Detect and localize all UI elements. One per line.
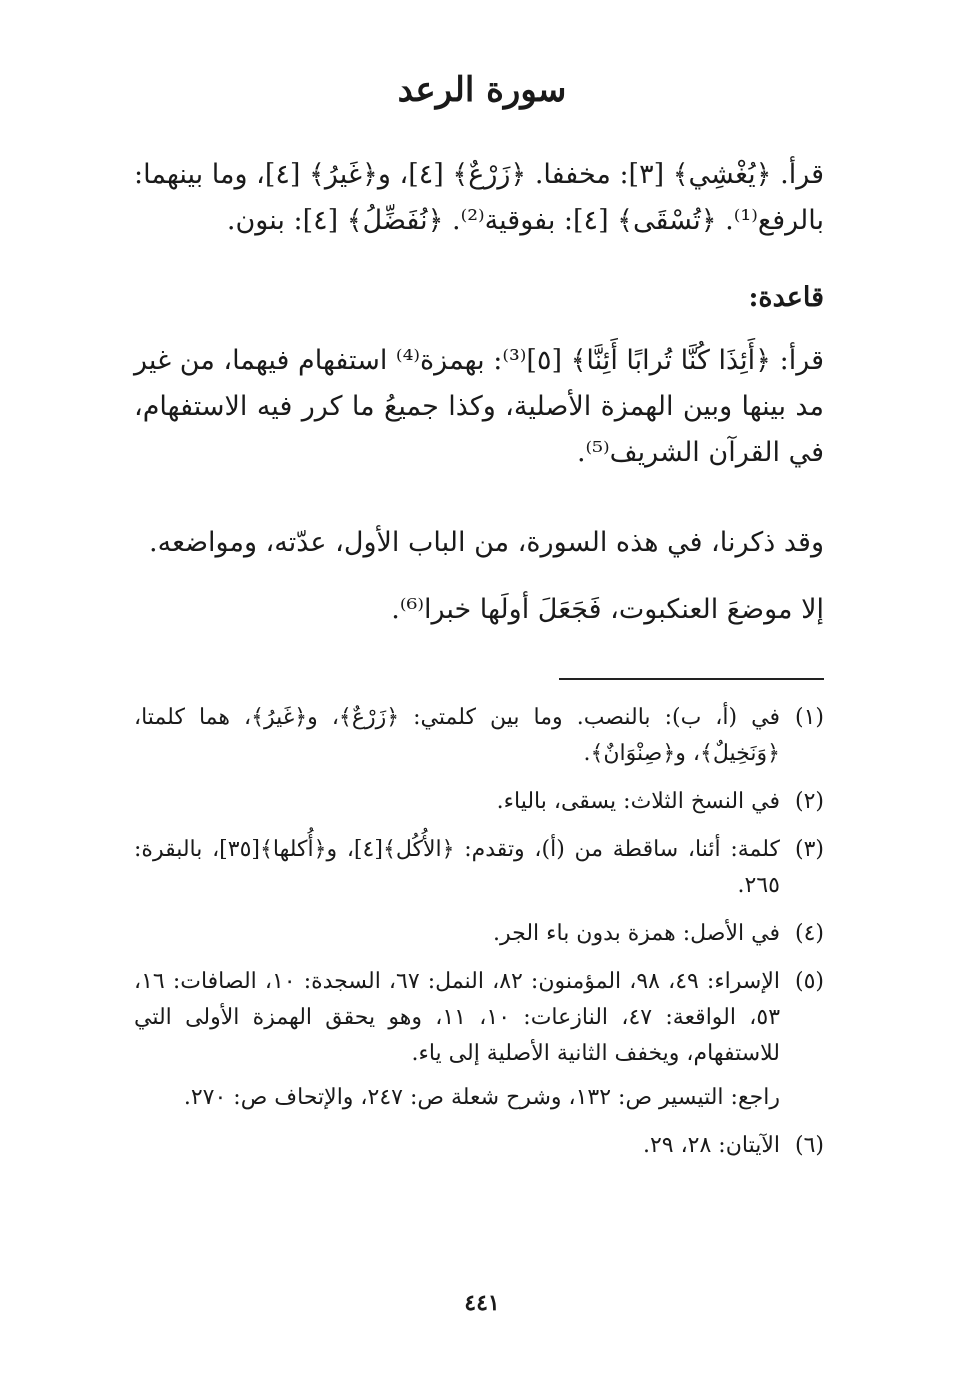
footnote-text: كلمة: أئنا، ساقطة من (أ)، وتقدم: ﴿الأُكُل﴾[٤]، و﴿أُكلها﴾[٣٥]، بالبقرة: ٢٦٥.: [134, 837, 780, 898]
footnote-3: [134, 832, 824, 904]
footnote-text: في الأصل: همزة بدون باء الجر.: [493, 921, 780, 946]
paragraph-1: قرأ. ﴿يُغْشِي﴾ [٣]: مخففا. ﴿زَرْعٌ﴾ [٤]، و﴿غَيرُ﴾ [٤]، وما بينهما: بالرفع⁽¹⁾. ﴿تُسْقَى﴾ [٤]: بفوقية⁽²⁾. ﴿نُفَضِّلُ﴾ [٤]: بنون.: [134, 159, 824, 236]
footnote-number: (٢): [794, 789, 824, 814]
footnote-number: (٤): [794, 921, 824, 946]
footnote-number: (٥): [794, 969, 824, 994]
footnote-2: [134, 784, 824, 820]
footnote-text: في النسخ الثلاث: يسقى، بالياء.: [496, 789, 780, 814]
footnote-divider: [559, 678, 824, 680]
paragraph-4: إلا موضعَ العنكبوت، فَجَعَلَ أولَها خبرا⁽⁶⁾.: [391, 594, 824, 625]
section-heading: قاعدة:: [748, 282, 824, 313]
footnote-6: [134, 1128, 824, 1164]
footnote-number: (٦): [794, 1133, 824, 1158]
paragraph-3: وقد ذكرنا، في هذه السورة، من الباب الأول، عدّته، ومواضعه.: [149, 527, 824, 558]
footnote-5-continuation: راجع: التيسير ص: ١٣٢، وشرح شعلة ص: ٢٤٧، والإتحاف ص: ٢٧٠.: [183, 1085, 780, 1110]
footnote-text: الآيتان: ٢٨، ٢٩.: [642, 1133, 780, 1158]
paragraph-2: قرأ: ﴿أَئِذَا كُنَّا تُرابًا أَئِنَّا﴾ [٥]⁽³⁾: بهمزة⁽⁴⁾ استفهام فيهما، من غير مد بينها وبين الهمزة الأصلية، وكذا جميعُ ما كرر فيه الاستفهام، في القرآن الشريف⁽⁵⁾.: [134, 345, 824, 468]
footnote-text: الإسراء: ٤٩، ٩٨، المؤمنون: ٨٢، النمل: ٦٧، السجدة: ١٠، الصافات: ١٦، ٥٣، الواقعة: ٤٧، النازعات: ١٠، ١١، وهو يحقق الهمزة الأولى التي للاستفهام، ويخفف الثانية الأصلية إلى ياء.: [134, 969, 781, 1066]
footnote-number: (١): [794, 705, 824, 730]
footnote-5: [134, 964, 824, 1072]
page-title: سورة الرعد: [397, 70, 567, 110]
footnote-4: [134, 916, 824, 952]
footnote-1: [134, 700, 824, 772]
footnote-number: (٣): [794, 837, 824, 862]
footnote-text: في (أ، ب): بالنصب. وما بين كلمتي: ﴿زَرْعٌ﴾، و﴿غَيرُ﴾، هما كلمتا، ﴿وَنَخِيلٌ﴾، و﴿صِنْوَانٌ﴾.: [134, 705, 780, 766]
footnotes: [134, 700, 824, 1176]
page-number: ٤٤١: [464, 1290, 500, 1316]
